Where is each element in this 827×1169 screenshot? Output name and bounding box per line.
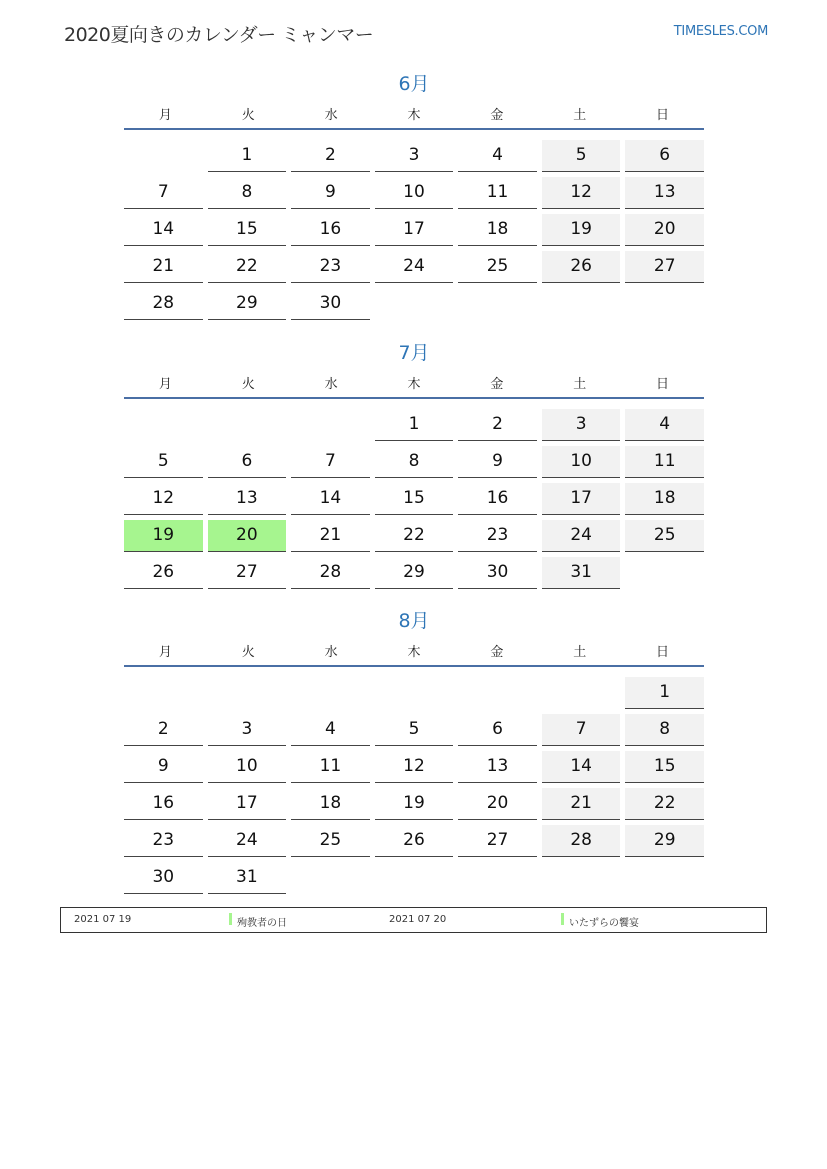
day-cell[interactable]: 10: [375, 177, 454, 209]
day-cell[interactable]: 15: [208, 214, 287, 246]
day-cell[interactable]: 5: [375, 714, 454, 746]
empty-day-cell: [458, 677, 537, 708]
day-cell[interactable]: 17: [208, 788, 287, 820]
weekday-header: [124, 635, 704, 667]
day-cell[interactable]: 8: [625, 714, 704, 746]
day-cell[interactable]: 16: [124, 788, 203, 820]
empty-day-cell: [625, 288, 704, 319]
day-cell[interactable]: 12: [124, 483, 203, 515]
day-cell[interactable]: 22: [208, 251, 287, 283]
day-cell[interactable]: 1: [375, 409, 454, 441]
day-cell[interactable]: 19: [375, 788, 454, 820]
day-cell[interactable]: 1: [208, 140, 287, 172]
empty-day-cell: [291, 677, 370, 708]
day-cell[interactable]: 6: [208, 446, 287, 478]
day-cell[interactable]: 24: [542, 520, 621, 552]
day-cell[interactable]: 11: [458, 177, 537, 209]
weekday-label: 土: [573, 644, 587, 660]
day-cell[interactable]: 6: [458, 714, 537, 746]
weekday-label: 金: [490, 107, 504, 123]
day-cell[interactable]: 7: [291, 446, 370, 478]
empty-day-cell: [208, 677, 287, 708]
empty-day-cell: [625, 862, 704, 893]
weekday-label: 水: [324, 107, 338, 123]
brand-link[interactable]: TIMESLES.COM: [673, 24, 768, 39]
day-cell[interactable]: 31: [542, 557, 621, 589]
day-cell[interactable]: 22: [375, 520, 454, 552]
day-cell[interactable]: 4: [625, 409, 704, 441]
day-cell[interactable]: 22: [625, 788, 704, 820]
day-cell[interactable]: 21: [291, 520, 370, 552]
weekday-label: 火: [241, 376, 255, 392]
day-cell[interactable]: 5: [124, 446, 203, 478]
day-cell[interactable]: 21: [542, 788, 621, 820]
day-cell[interactable]: 14: [542, 751, 621, 783]
day-cell[interactable]: 11: [625, 446, 704, 478]
day-cell[interactable]: 29: [625, 825, 704, 857]
empty-day-cell: [375, 288, 454, 319]
weekday-label: 日: [656, 644, 670, 660]
day-cell[interactable]: 15: [625, 751, 704, 783]
month-title: 7月: [398, 342, 430, 364]
month-july: [124, 339, 704, 589]
weekday-label: 火: [241, 644, 255, 660]
weekday-header: [124, 98, 704, 130]
day-cell[interactable]: 27: [458, 825, 537, 857]
day-cell[interactable]: 8: [208, 177, 287, 209]
day-cell[interactable]: 10: [208, 751, 287, 783]
day-cell[interactable]: 28: [124, 288, 203, 320]
day-cell[interactable]: 12: [542, 177, 621, 209]
weekday-label: 水: [324, 376, 338, 392]
weekday-label: 金: [490, 644, 504, 660]
holiday-legend: [60, 907, 767, 933]
day-cell[interactable]: 12: [375, 751, 454, 783]
day-cell[interactable]: 13: [208, 483, 287, 515]
weekday-label: 日: [656, 107, 670, 123]
empty-day-cell: [208, 409, 287, 440]
empty-day-cell: [458, 288, 537, 319]
day-cell[interactable]: 9: [291, 177, 370, 209]
day-cell[interactable]: 6: [625, 140, 704, 172]
day-cell[interactable]: 13: [625, 177, 704, 209]
day-cell[interactable]: 25: [625, 520, 704, 552]
empty-day-cell: [124, 140, 203, 171]
day-grid: [124, 135, 704, 320]
weekday-label: 月: [158, 644, 172, 660]
day-cell[interactable]: 25: [291, 825, 370, 857]
day-cell[interactable]: 29: [375, 557, 454, 589]
day-cell[interactable]: 9: [124, 751, 203, 783]
day-cell[interactable]: 3: [208, 714, 287, 746]
day-cell[interactable]: 18: [625, 483, 704, 515]
day-cell[interactable]: 28: [291, 557, 370, 589]
day-cell[interactable]: 24: [208, 825, 287, 857]
weekday-label: 木: [407, 376, 421, 392]
empty-day-cell: [291, 862, 370, 893]
legend-date: 2021 07 20: [389, 914, 447, 925]
empty-day-cell: [375, 677, 454, 708]
day-cell[interactable]: 27: [208, 557, 287, 589]
empty-day-cell: [375, 862, 454, 893]
day-cell[interactable]: 30: [124, 862, 203, 894]
page-title: 2020夏向きのカレンダー ミャンマー: [64, 24, 374, 46]
day-cell[interactable]: 11: [291, 751, 370, 783]
day-cell[interactable]: 24: [375, 251, 454, 283]
month-august: [124, 607, 704, 894]
weekday-label: 土: [573, 107, 587, 123]
day-cell[interactable]: 2: [458, 409, 537, 441]
day-cell[interactable]: 21: [124, 251, 203, 283]
empty-day-cell: [291, 409, 370, 440]
day-cell[interactable]: 19: [542, 214, 621, 246]
day-cell[interactable]: 2: [291, 140, 370, 172]
day-cell[interactable]: 23: [291, 251, 370, 283]
legend-holiday-name: いたずらの饗宴: [569, 918, 639, 929]
day-cell[interactable]: 26: [375, 825, 454, 857]
day-cell[interactable]: 23: [458, 520, 537, 552]
empty-day-cell: [124, 677, 203, 708]
empty-day-cell: [458, 862, 537, 893]
month-title: 8月: [398, 610, 430, 632]
day-grid: [124, 404, 704, 589]
day-cell[interactable]: 4: [458, 140, 537, 172]
day-cell[interactable]: 3: [375, 140, 454, 172]
holiday-marker: [229, 913, 232, 925]
day-cell[interactable]: 26: [542, 251, 621, 283]
day-cell[interactable]: 14: [124, 214, 203, 246]
day-cell[interactable]: 16: [291, 214, 370, 246]
empty-day-cell: [124, 409, 203, 440]
day-grid: [124, 672, 704, 894]
day-cell[interactable]: 9: [458, 446, 537, 478]
day-cell[interactable]: 29: [208, 288, 287, 320]
day-cell[interactable]: 20: [625, 214, 704, 246]
day-cell[interactable]: 4: [291, 714, 370, 746]
day-cell[interactable]: 19: [124, 520, 203, 552]
day-cell[interactable]: 23: [124, 825, 203, 857]
empty-day-cell: [542, 862, 621, 893]
weekday-label: 金: [490, 376, 504, 392]
weekday-label: 水: [324, 644, 338, 660]
day-cell[interactable]: 8: [375, 446, 454, 478]
day-cell[interactable]: 7: [124, 177, 203, 209]
weekday-header: [124, 367, 704, 399]
day-cell[interactable]: 18: [291, 788, 370, 820]
day-cell[interactable]: 25: [458, 251, 537, 283]
weekday-label: 土: [573, 376, 587, 392]
day-cell[interactable]: 20: [458, 788, 537, 820]
day-cell[interactable]: 28: [542, 825, 621, 857]
legend-date: 2021 07 19: [74, 914, 132, 925]
weekday-label: 火: [241, 107, 255, 123]
day-cell[interactable]: 13: [458, 751, 537, 783]
day-cell[interactable]: 1: [625, 677, 704, 709]
day-cell[interactable]: 15: [375, 483, 454, 515]
day-cell[interactable]: 17: [542, 483, 621, 515]
day-cell[interactable]: 3: [542, 409, 621, 441]
empty-day-cell: [625, 557, 704, 588]
weekday-label: 月: [158, 376, 172, 392]
weekday-label: 木: [407, 644, 421, 660]
day-cell[interactable]: 16: [458, 483, 537, 515]
day-cell[interactable]: 17: [375, 214, 454, 246]
day-cell[interactable]: 2: [124, 714, 203, 746]
holiday-marker: [561, 913, 564, 925]
day-cell[interactable]: 30: [458, 557, 537, 589]
weekday-label: 木: [407, 107, 421, 123]
day-cell[interactable]: 26: [124, 557, 203, 589]
weekday-label: 日: [656, 376, 670, 392]
day-cell[interactable]: 18: [458, 214, 537, 246]
month-june: [124, 70, 704, 320]
empty-day-cell: [542, 288, 621, 319]
day-cell[interactable]: 7: [542, 714, 621, 746]
month-title: 6月: [398, 73, 430, 95]
day-cell[interactable]: 14: [291, 483, 370, 515]
day-cell[interactable]: 10: [542, 446, 621, 478]
weekday-label: 月: [158, 107, 172, 123]
day-cell[interactable]: 31: [208, 862, 287, 894]
day-cell[interactable]: 27: [625, 251, 704, 283]
day-cell[interactable]: 20: [208, 520, 287, 552]
day-cell[interactable]: 30: [291, 288, 370, 320]
legend-holiday-name: 殉教者の日: [237, 918, 287, 929]
day-cell[interactable]: 5: [542, 140, 621, 172]
empty-day-cell: [542, 677, 621, 708]
